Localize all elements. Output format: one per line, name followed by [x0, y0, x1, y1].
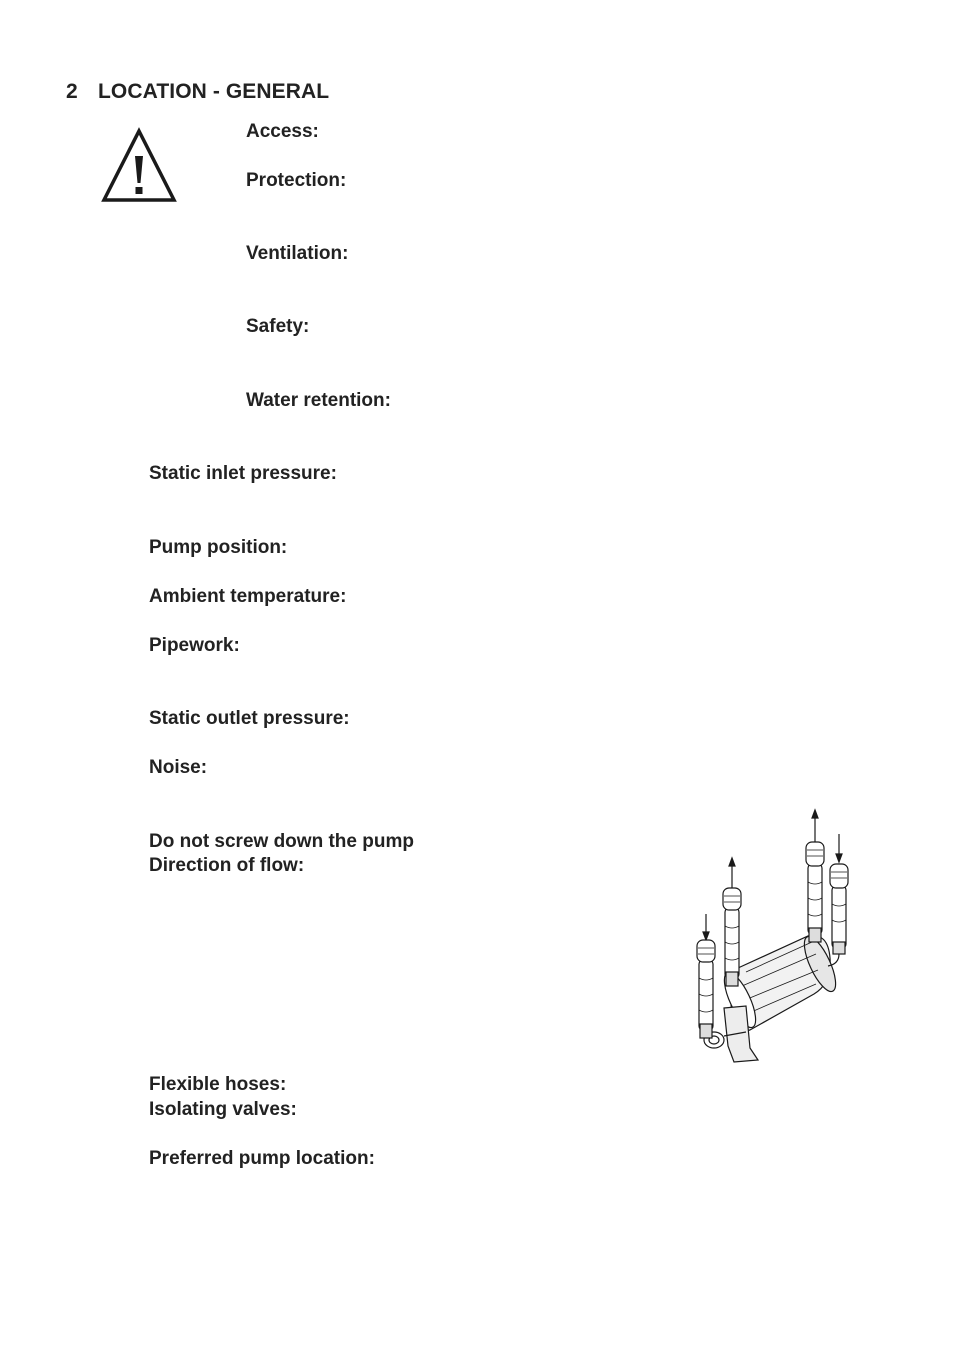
water-retention-label: Water retention: [246, 390, 391, 411]
static-outlet-pressure-label: Static outlet pressure: [149, 708, 350, 729]
preferred-pump-location-label: Preferred pump location: [149, 1148, 375, 1169]
isolating-valves-label: Isolating valves: [149, 1099, 297, 1120]
safety-label: Safety: [246, 316, 310, 337]
section-number: 2 [66, 80, 78, 103]
pump-position-label: Pump position: [149, 537, 288, 558]
flexible-hoses-label: Flexible hoses: [149, 1074, 287, 1095]
static-inlet-pressure-label: Static inlet pressure: [149, 463, 337, 484]
do-not-screw-label: Do not screw down the pump [149, 831, 414, 852]
protection-label: Protection: [246, 170, 347, 191]
ventilation-label: Ventilation: [246, 243, 349, 264]
pipework-label: Pipework: [149, 635, 240, 656]
ambient-temperature-label: Ambient temperature: [149, 586, 347, 607]
section-heading [66, 80, 329, 104]
direction-of-flow-label: Direction of flow: [149, 855, 305, 876]
noise-label: Noise: [149, 757, 208, 778]
warning-triangle-icon [100, 125, 178, 205]
pump-illustration [688, 808, 868, 1070]
access-label: Access: [246, 121, 319, 142]
section-title: LOCATION - GENERAL [98, 80, 330, 103]
